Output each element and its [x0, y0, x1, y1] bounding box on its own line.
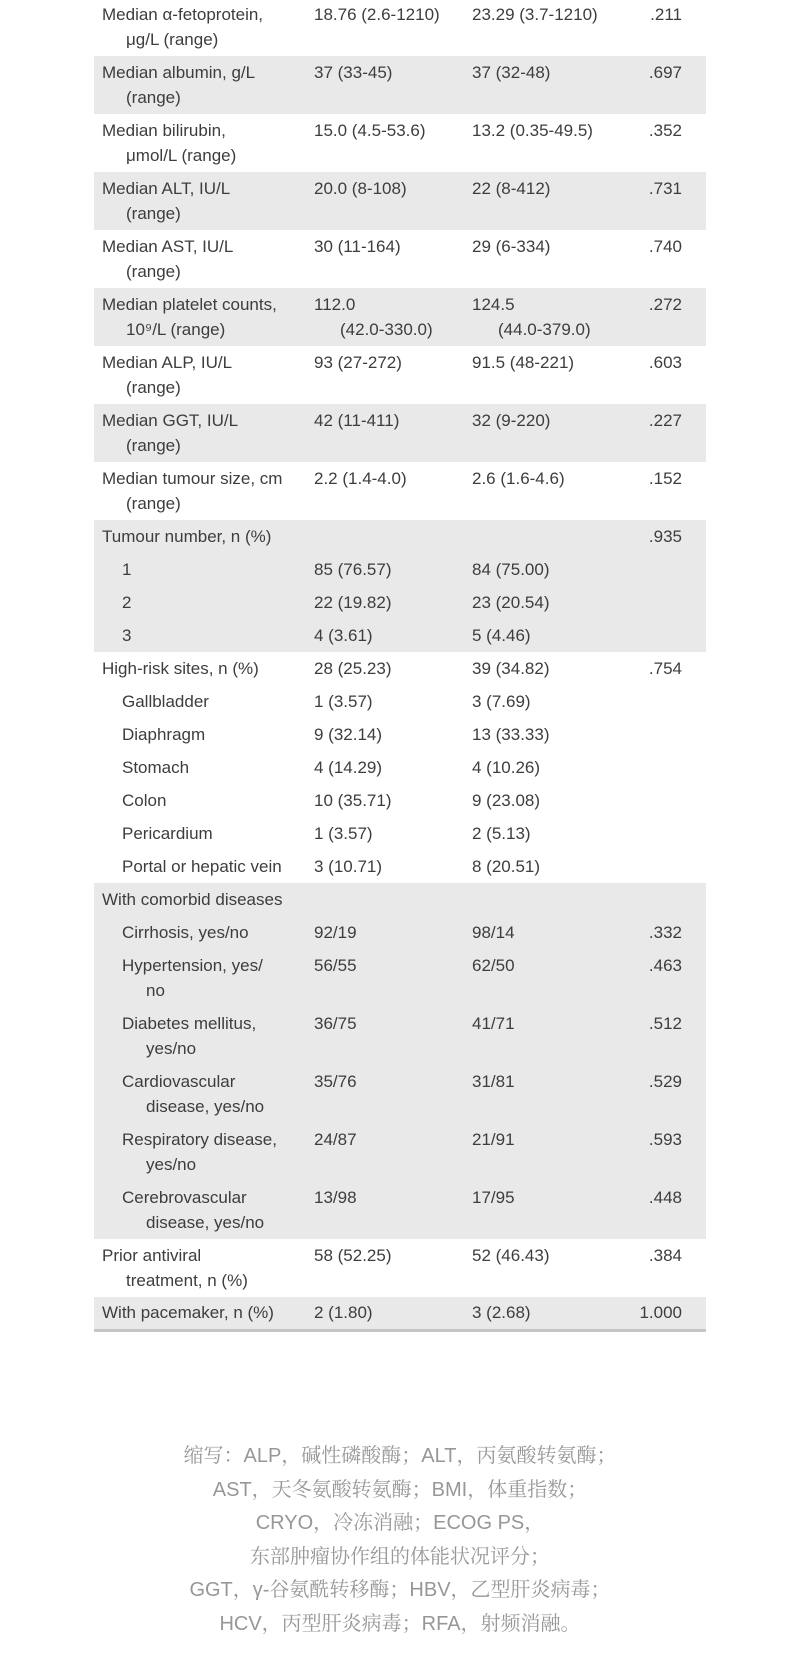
value-group2 [472, 1127, 630, 1177]
row-label [94, 1300, 314, 1325]
value-group2 [472, 1011, 630, 1061]
cell-text: 4 (3.61) [314, 626, 373, 645]
footnote-line: 缩写：ALP，碱性磷酸酶；ALT，丙氨酸转氨酶； [183, 1445, 617, 1467]
cell-text: 1 (3.57) [314, 824, 373, 843]
value-group1 [314, 854, 472, 879]
table-row [94, 172, 706, 230]
p-value [630, 1127, 706, 1177]
value-group1 [314, 656, 472, 681]
row-label [94, 656, 314, 681]
cell-text: Median ALT, IU/L [102, 179, 231, 198]
cell-text: 35/76 [314, 1072, 357, 1091]
cell-text-continued: μg/L (range) [126, 30, 219, 49]
cell-text: 37 (33-45) [314, 63, 393, 82]
row-label [94, 788, 314, 813]
p-value [630, 60, 706, 110]
p-value [630, 1185, 706, 1235]
cell-text: 22 (19.82) [314, 593, 392, 612]
cell-text: Hypertension, yes/ [122, 956, 263, 975]
cell-text: 23.29 (3.7-1210) [472, 5, 598, 24]
cell-text: 56/55 [314, 956, 357, 975]
table-row [94, 817, 706, 850]
p-value [630, 524, 706, 549]
table-row [94, 718, 706, 751]
cell-text-continued: (42.0-330.0) [340, 320, 433, 339]
value-group2 [472, 656, 630, 681]
table-row [94, 1065, 706, 1123]
table-row [94, 751, 706, 784]
cell-text: Median α-fetoprotein, [102, 5, 264, 24]
cell-text: Colon [122, 791, 167, 810]
value-group1 [314, 788, 472, 813]
cell-text: 1 [122, 560, 132, 579]
value-group2 [472, 689, 630, 714]
value-group1 [314, 953, 472, 1003]
cell-text: 124.5 [472, 295, 515, 314]
cell-text-continued: (range) [126, 204, 181, 223]
row-label [94, 350, 314, 400]
cell-text: 23 (20.54) [472, 593, 550, 612]
table-row [94, 520, 706, 553]
row-label [94, 524, 314, 549]
value-group1 [314, 2, 472, 52]
cell-text: With pacemaker, n (%) [102, 1303, 274, 1322]
p-value [630, 1300, 706, 1325]
row-label [94, 1185, 314, 1235]
table-row [94, 1123, 706, 1181]
table-row [94, 850, 706, 883]
cell-text: .603 [648, 353, 682, 372]
abbreviations-footnote [0, 1440, 800, 1641]
value-group2 [472, 953, 630, 1003]
value-group1 [314, 689, 472, 714]
cell-text: Cirrhosis, yes/no [122, 923, 249, 942]
cell-text: 22 (8-412) [472, 179, 551, 198]
p-value [630, 1069, 706, 1119]
cell-text-continued: (range) [126, 378, 181, 397]
cell-text: 92/19 [314, 923, 357, 942]
p-value [630, 234, 706, 284]
row-label [94, 408, 314, 458]
cell-text: 28 (25.23) [314, 659, 392, 678]
cell-text: With comorbid diseases [102, 890, 283, 909]
p-value [630, 788, 706, 813]
value-group1 [314, 1127, 472, 1177]
table-row [94, 553, 706, 586]
value-group1 [314, 755, 472, 780]
value-group1 [314, 1185, 472, 1235]
value-group1 [314, 292, 472, 342]
cell-text: Cerebrovascular [122, 1188, 247, 1207]
row-label [94, 292, 314, 342]
p-value [630, 466, 706, 516]
cell-text: Stomach [122, 758, 190, 777]
cell-text: 3 (2.68) [472, 1303, 531, 1322]
table-row [94, 230, 706, 288]
table-row [94, 685, 706, 718]
cell-text-continued: disease, yes/no [146, 1097, 265, 1116]
row-label [94, 1069, 314, 1119]
cell-text-continued: 10⁹/L (range) [126, 320, 226, 339]
cell-text: 2 [122, 593, 132, 612]
cell-text: Pericardium [122, 824, 213, 843]
table-row [94, 1181, 706, 1239]
p-value [630, 118, 706, 168]
cell-text: Diaphragm [122, 725, 206, 744]
value-group2 [472, 350, 630, 400]
cell-text: 36/75 [314, 1014, 357, 1033]
cell-text: 17/95 [472, 1188, 515, 1207]
footnote-line: AST，天冬氨酸转氨酶；BMI，体重指数； [212, 1478, 588, 1501]
value-group2 [472, 408, 630, 458]
p-value [630, 176, 706, 226]
cell-text-continued: (range) [126, 88, 181, 107]
value-group1 [314, 1300, 472, 1325]
cell-text: 32 (9-220) [472, 411, 551, 430]
cell-text: 3 (10.71) [314, 857, 383, 876]
cell-text: .697 [648, 63, 682, 82]
value-group2 [472, 722, 630, 747]
footnote-line: CRYO，冷冻消融；ECOG PS， [255, 1512, 545, 1534]
p-value [630, 656, 706, 681]
value-group2 [472, 887, 630, 912]
value-group2 [472, 176, 630, 226]
table-row [94, 56, 706, 114]
value-group1 [314, 350, 472, 400]
cell-text: 29 (6-334) [472, 237, 551, 256]
table-row [94, 784, 706, 817]
value-group1 [314, 1011, 472, 1061]
value-group2 [472, 118, 630, 168]
value-group2 [472, 1185, 630, 1235]
value-group1 [314, 466, 472, 516]
row-label [94, 2, 314, 52]
cell-text: Median AST, IU/L [102, 237, 234, 256]
value-group1 [314, 60, 472, 110]
table-row [94, 1007, 706, 1065]
value-group2 [472, 788, 630, 813]
value-group2 [472, 821, 630, 846]
cell-text: 112.0 [314, 295, 356, 314]
cell-text: .463 [648, 956, 682, 975]
cell-text-continued: disease, yes/no [146, 1213, 265, 1232]
cell-text: .731 [648, 179, 682, 198]
table-row [94, 346, 706, 404]
row-label [94, 854, 314, 879]
cell-text: .227 [648, 411, 682, 430]
cell-text: .512 [648, 1014, 682, 1033]
table-row [94, 949, 706, 1007]
cell-text-continued: yes/no [146, 1039, 197, 1058]
value-group2 [472, 524, 630, 549]
cell-text: Cardiovascular [122, 1072, 236, 1091]
row-label [94, 118, 314, 168]
value-group2 [472, 2, 630, 52]
cell-text: .332 [648, 923, 682, 942]
cell-text: Median platelet counts, [102, 295, 277, 314]
cell-text: 15.0 (4.5-53.6) [314, 121, 426, 140]
cell-text-continued: (range) [126, 262, 181, 281]
value-group1 [314, 1069, 472, 1119]
value-group2 [472, 854, 630, 879]
cell-text: .152 [648, 469, 682, 488]
cell-text: Gallbladder [122, 692, 209, 711]
cell-text: 1.000 [639, 1303, 682, 1322]
p-value [630, 408, 706, 458]
table-row [94, 916, 706, 949]
table-row [94, 0, 706, 56]
row-label [94, 722, 314, 747]
cell-text: Median ALP, IU/L [102, 353, 233, 372]
footnote-line: 东部肿瘤协作组的体能状况评分； [250, 1545, 550, 1568]
cell-text: .211 [650, 5, 682, 24]
p-value [630, 557, 706, 582]
p-value [630, 887, 706, 912]
cell-text: Portal or hepatic vein [122, 857, 282, 876]
cell-text: .754 [648, 659, 682, 678]
cell-text: 39 (34.82) [472, 659, 550, 678]
cell-text: 41/71 [472, 1014, 515, 1033]
cell-text: Diabetes mellitus, [122, 1014, 257, 1033]
cell-text-continued: no [146, 981, 165, 1000]
row-label [94, 590, 314, 615]
table-row [94, 1297, 706, 1329]
p-value [630, 1243, 706, 1293]
table-row [94, 288, 706, 346]
cell-text: 62/50 [472, 956, 515, 975]
cell-text: 13.2 (0.35-49.5) [472, 121, 593, 140]
cell-text: .448 [648, 1188, 682, 1207]
value-group1 [314, 176, 472, 226]
value-group2 [472, 234, 630, 284]
value-group1 [314, 722, 472, 747]
value-group1 [314, 408, 472, 458]
cell-text: 13/98 [314, 1188, 357, 1207]
table-row [94, 652, 706, 685]
cell-text: 9 (23.08) [472, 791, 541, 810]
row-label [94, 557, 314, 582]
value-group2 [472, 557, 630, 582]
cell-text: 31/81 [472, 1072, 515, 1091]
p-value [630, 590, 706, 615]
p-value [630, 722, 706, 747]
row-label [94, 1127, 314, 1177]
cell-text: 10 (35.71) [314, 791, 392, 810]
value-group1 [314, 524, 472, 549]
footnote-line: HCV，丙型肝炎病毒；RFA，射频消融。 [219, 1612, 581, 1635]
cell-text-continued: μmol/L (range) [126, 146, 237, 165]
value-group1 [314, 821, 472, 846]
value-group1 [314, 234, 472, 284]
cell-text: 21/91 [472, 1130, 515, 1149]
row-label [94, 887, 314, 912]
cell-text: 18.76 (2.6-1210) [314, 5, 440, 24]
row-label [94, 755, 314, 780]
cell-text: 58 (52.25) [314, 1246, 392, 1265]
value-group1 [314, 623, 472, 648]
value-group1 [314, 118, 472, 168]
cell-text: Median tumour size, cm [102, 469, 283, 488]
value-group2 [472, 1069, 630, 1119]
cell-text: 24/87 [314, 1130, 357, 1149]
cell-text: Median albumin, g/L [102, 63, 256, 82]
table-row [94, 404, 706, 462]
cell-text: 2.6 (1.6-4.6) [472, 469, 565, 488]
row-label [94, 920, 314, 945]
value-group1 [314, 920, 472, 945]
p-value [630, 689, 706, 714]
value-group1 [314, 887, 472, 912]
table-row [94, 883, 706, 916]
cell-text-continued: treatment, n (%) [126, 1271, 248, 1290]
cell-text: Tumour number, n (%) [102, 527, 272, 546]
cell-text: 52 (46.43) [472, 1246, 550, 1265]
cell-text: 4 (10.26) [472, 758, 541, 777]
row-label [94, 1243, 314, 1293]
cell-text: Prior antiviral [102, 1246, 202, 1265]
table-row [94, 462, 706, 520]
p-value [630, 292, 706, 342]
value-group1 [314, 557, 472, 582]
row-label [94, 953, 314, 1003]
row-label [94, 1011, 314, 1061]
cell-text: .272 [648, 295, 682, 314]
cell-text: 93 (27-272) [314, 353, 402, 372]
patient-characteristics-table [94, 0, 706, 1332]
value-group2 [472, 60, 630, 110]
footnote-line: GGT，γ-谷氨酰转移酶；HBV，乙型肝炎病毒； [189, 1579, 611, 1601]
cell-text-continued: (range) [126, 494, 181, 513]
table-row [94, 114, 706, 172]
cell-text: 2 (1.80) [314, 1303, 373, 1322]
row-label [94, 60, 314, 110]
cell-text: 2.2 (1.4-4.0) [314, 469, 407, 488]
p-value [630, 854, 706, 879]
value-group2 [472, 755, 630, 780]
cell-text: .529 [648, 1072, 682, 1091]
cell-text: 3 (7.69) [472, 692, 531, 711]
value-group2 [472, 1243, 630, 1293]
table-row [94, 586, 706, 619]
row-label [94, 821, 314, 846]
value-group2 [472, 623, 630, 648]
cell-text: .352 [648, 121, 682, 140]
p-value [630, 821, 706, 846]
cell-text: .935 [648, 527, 682, 546]
p-value [630, 920, 706, 945]
value-group2 [472, 920, 630, 945]
cell-text: Median GGT, IU/L [102, 411, 239, 430]
cell-text: 9 (32.14) [314, 725, 383, 744]
cell-text: 98/14 [472, 923, 515, 942]
cell-text: 5 (4.46) [472, 626, 531, 645]
cell-text-continued: yes/no [146, 1155, 197, 1174]
cell-text: High-risk sites, n (%) [102, 659, 259, 678]
cell-text: 30 (11-164) [314, 237, 401, 256]
row-label [94, 623, 314, 648]
p-value [630, 755, 706, 780]
table-row [94, 619, 706, 652]
cell-text: 42 (11-411) [314, 411, 400, 430]
table-row [94, 1239, 706, 1297]
cell-text: 91.5 (48-221) [472, 353, 575, 372]
cell-text: 3 [122, 626, 132, 645]
cell-text-continued: (44.0-379.0) [498, 320, 591, 339]
value-group2 [472, 292, 630, 342]
cell-text-continued: (range) [126, 436, 181, 455]
cell-text: 85 (76.57) [314, 560, 392, 579]
p-value [630, 953, 706, 1003]
cell-text: 37 (32-48) [472, 63, 551, 82]
row-label [94, 689, 314, 714]
value-group2 [472, 466, 630, 516]
row-label [94, 234, 314, 284]
cell-text: 2 (5.13) [472, 824, 531, 843]
cell-text: Median bilirubin, [102, 121, 226, 140]
cell-text: 84 (75.00) [472, 560, 550, 579]
cell-text: 8 (20.51) [472, 857, 541, 876]
cell-text: .740 [648, 237, 682, 256]
value-group2 [472, 590, 630, 615]
value-group2 [472, 1300, 630, 1325]
p-value [630, 2, 706, 52]
cell-text: .384 [648, 1246, 682, 1265]
cell-text: 1 (3.57) [314, 692, 373, 711]
row-label [94, 466, 314, 516]
p-value [630, 1011, 706, 1061]
value-group1 [314, 590, 472, 615]
cell-text: 20.0 (8-108) [314, 179, 407, 198]
value-group1 [314, 1243, 472, 1293]
cell-text: .593 [648, 1130, 682, 1149]
p-value [630, 350, 706, 400]
cell-text: 13 (33.33) [472, 725, 550, 744]
p-value [630, 623, 706, 648]
row-label [94, 176, 314, 226]
cell-text: 4 (14.29) [314, 758, 383, 777]
cell-text: Respiratory disease, [122, 1130, 277, 1149]
